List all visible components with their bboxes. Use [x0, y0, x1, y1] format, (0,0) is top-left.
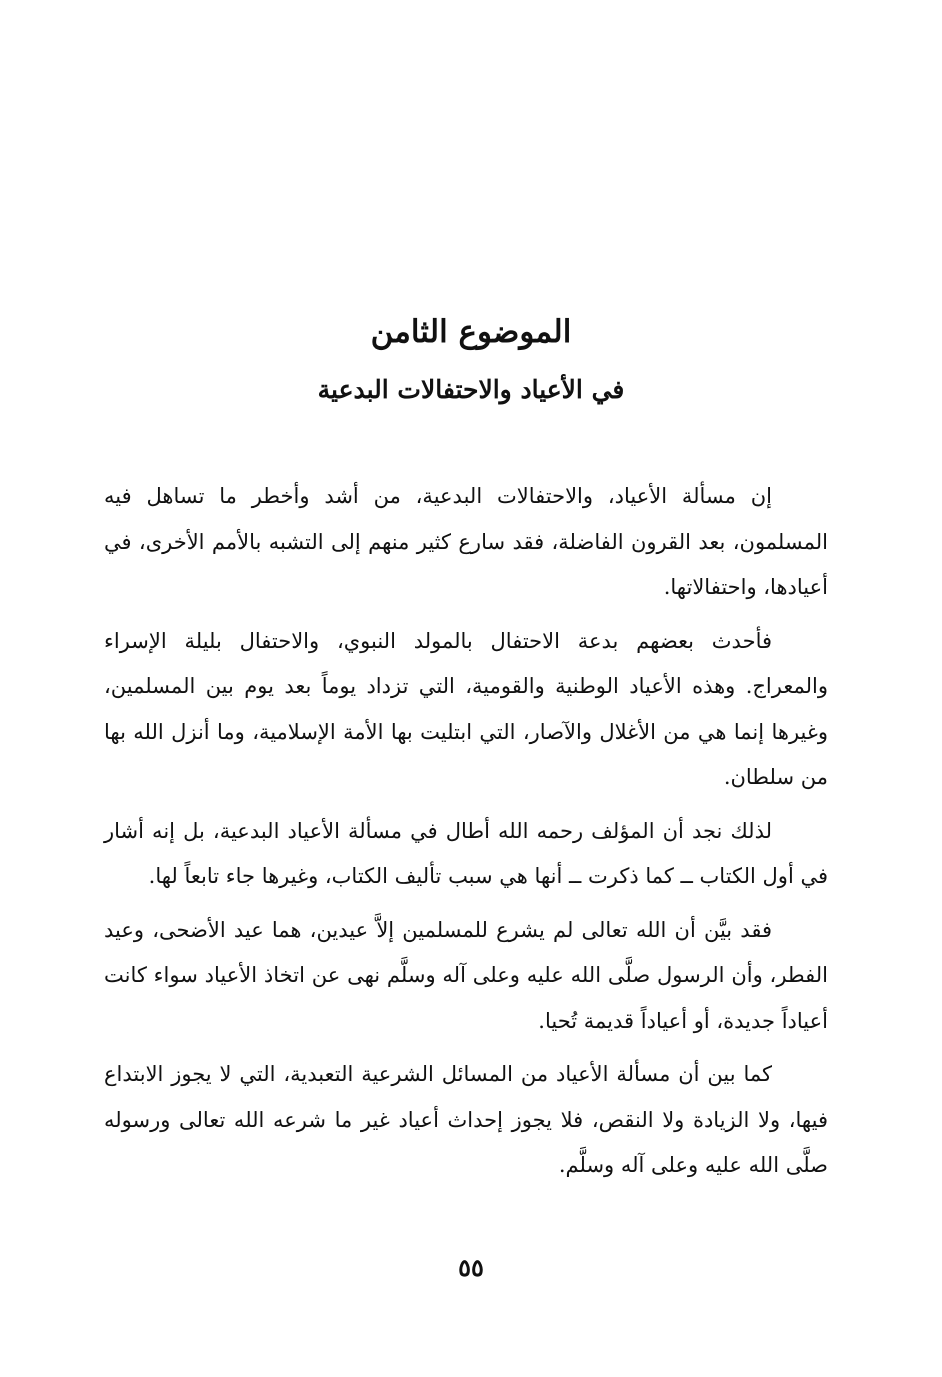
chapter-subtitle: في الأعياد والاحتفالات البدعية [317, 375, 625, 404]
page-number: ٥٥ [458, 1253, 484, 1282]
paragraph-1: إن مسألة الأعياد، والاحتفالات البدعية، من أشد وأخطر ما تساهل فيه المسلمون، بعد القرون الفاضلة، فقد سارع كثير منهم إلى التشبه بالأمم الأخرى، في أعيادها، واحتفالاتها. [104, 484, 828, 599]
paragraph-5: كما بين أن مسألة الأعياد من المسائل الشرعية التعبدية، التي لا يجوز الابتداع فيها، ولا الزيادة ولا النقص، فلا يجوز إحداث أعياد غير ما شرعه الله تعالى ورسوله صلَّى الله عليه وعلى آله وسلَّم. [104, 1062, 828, 1177]
chapter-title: الموضوع الثامن [370, 314, 572, 350]
body-text [104, 474, 828, 1197]
paragraph-4: فقد بيَّن أن الله تعالى لم يشرع للمسلمين إلاَّ عيدين، هما عيد الأضحى، وعيد الفطر، وأن الرسول صلَّى الله عليه وعلى آله وسلَّم نهى عن اتخاذ الأعياد سواء كانت أعياداً جديدة، أو أعياداً قديمة تُحيا. [104, 917, 828, 1033]
paragraph-2: فأحدث بعضهم بدعة الاحتفال بالمولد النبوي، والاحتفال بليلة الإسراء والمعراج. وهذه الأعياد الوطنية والقومية، التي تزداد يوماً بعد يوم بين المسلمين، وغيرها إنما هي من الأغلال والآصار، التي ابتليت بها الأمة الإسلامية، وما أنزل الله بها من سلطان. [104, 628, 828, 789]
paragraph-3: لذلك نجد أن المؤلف رحمه الله أطال في مسألة الأعياد البدعية، بل إنه أشار في أول الكتاب ــ كما ذكرت ــ أنها هي سبب تأليف الكتاب، وغيرها جاء تابعاً لها. [104, 818, 828, 888]
